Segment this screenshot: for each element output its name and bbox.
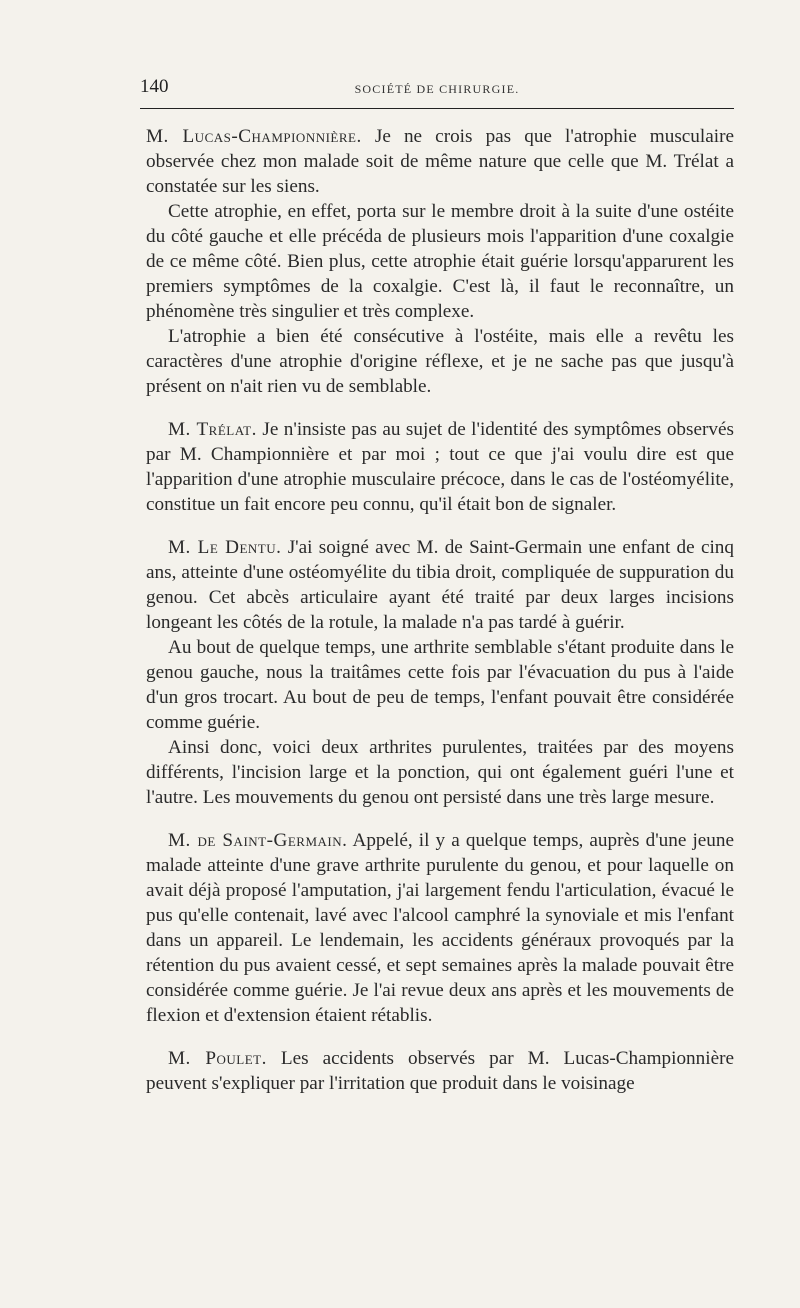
paragraph-text: L'atrophie a bien été consécutive à l'ostéite, mais elle a revêtu les caractères d'une atrophie d'origine réflexe, et je ne sache pas que jusqu'à présent on n'ait rien vu de semblable. <box>146 326 734 397</box>
page-header <box>140 74 734 108</box>
paragraph-gap <box>146 1028 734 1046</box>
paragraph <box>146 124 734 199</box>
paragraph <box>146 735 734 810</box>
paragraph-text: Au bout de quelque temps, une arthrite semblable s'étant produite dans le genou gauche, nous la traitâmes cette fois par l'évacuation du pus à l'aide d'un gros trocart. Au bout de peu de temps, l'enfant pouvait être considérée comme guérie. <box>146 637 734 733</box>
speaker-name: M. Poulet. <box>168 1048 267 1069</box>
paragraph-text: Appelé, il y a quelque temps, auprès d'une jeune malade atteinte d'une grave arthrite purulente du genou, et pour laquelle on avait déjà proposé l'amputation, j'ai largement fendu l'articulation, évacué le pus qu'elle contenait, lavé avec l'alcool camphré la synoviale et mis l'enfant dans un appareil. Le lendemain, les accidents généraux provoqués par la rétention du pus avaient cessé, et sept semaines après la malade pouvait être considérée comme guérie. Je l'ai revue deux ans après et les mouvements de flexion et d'extension étaient rétablis. <box>146 830 734 1026</box>
page-number: 140 <box>140 76 169 97</box>
speaker-name: M. Trélat. <box>168 419 257 440</box>
paragraph <box>146 199 734 324</box>
paragraph-text: J'ai soigné avec M. de Saint-Germain une enfant de cinq ans, atteinte d'une ostéomyélite du tibia droit, compliquée de suppuration du genou. Cet abcès articulaire ayant été traité par deux larges incisions longeant les côtés de la rotule, la malade n'a pas tardé à guérir. <box>146 537 734 633</box>
paragraph-text: Ainsi donc, voici deux arthrites purulentes, traitées par des moyens différents, l'incision large et la ponction, qui ont également guéri l'une et l'autre. Les mouvements du genou ont persisté dans une très large mesure. <box>146 737 734 808</box>
paragraph <box>146 1046 734 1096</box>
paragraph-text: Je ne crois pas que l'atrophie musculaire observée chez mon malade soit de même nature que celle que M. Trélat a constatée sur les siens. <box>146 126 734 197</box>
paragraph-text: Je n'insiste pas au sujet de l'identité des symptômes observés par M. Championnière et par moi ; tout ce que j'ai voulu dire est que l'apparition d'une atrophie musculaire précoce, dans le cas de l'ostéomyélite, constitue un fait encore peu connu, qu'il était bon de signaler. <box>146 419 734 515</box>
paragraph <box>146 324 734 399</box>
running-head: SOCIÉTÉ DE CHIRURGIE. <box>354 82 520 96</box>
header-rule <box>140 108 734 109</box>
paragraph-text: Les accidents observés par M. Lucas-Championnière peuvent s'expliquer par l'irritation que produit dans le voisinage <box>146 1048 734 1094</box>
paragraph-gap <box>146 517 734 535</box>
paragraph-text: Cette atrophie, en effet, porta sur le membre droit à la suite d'une ostéite du côté gauche et elle précéda de plusieurs mois l'apparition d'une coxalgie de ce même côté. Bien plus, cette atrophie était guérie lorsqu'apparurent les premiers symptômes de la coxalgie. C'est là, il faut le reconnaître, un phénomène très singulier et très complexe. <box>146 201 734 322</box>
paragraph-gap <box>146 399 734 417</box>
paragraph <box>146 828 734 1028</box>
speaker-name: M. de Saint-Germain. <box>168 830 348 851</box>
paragraph <box>146 417 734 517</box>
body-text <box>146 124 734 1096</box>
paragraph <box>146 635 734 735</box>
paragraph <box>146 535 734 635</box>
paragraph-gap <box>146 810 734 828</box>
speaker-name: M. Le Dentu. <box>168 537 282 558</box>
speaker-name: M. Lucas-Championnière. <box>146 126 362 147</box>
